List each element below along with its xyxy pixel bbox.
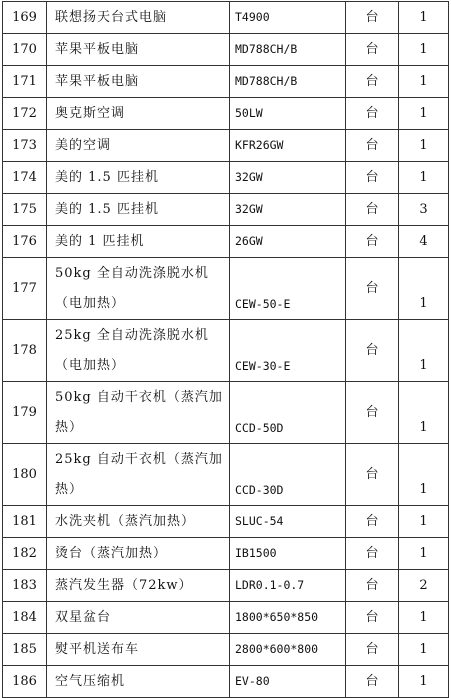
item-name-line-1: 50kg 全自动洗涤脱水机 [55, 265, 209, 281]
row-number: 170 [3, 34, 47, 66]
row-number: 186 [3, 666, 47, 698]
item-name-line-1: 苹果平板电脑 [55, 42, 140, 57]
item-name-line-1: 25kg 自动干衣机（蒸汽加 [55, 451, 223, 467]
item-model: IB1500 [230, 538, 346, 570]
row-number: 173 [3, 130, 47, 162]
item-model: KFR26GW [230, 130, 346, 162]
item-model: T4900 [230, 2, 346, 34]
item-quantity: 4 [399, 226, 449, 258]
row-number: 176 [3, 226, 47, 258]
item-name-line-1: 熨平机送布车 [55, 642, 140, 657]
item-name-line-2: （电加热） [55, 357, 126, 373]
item-unit: 台 [346, 570, 399, 602]
item-unit: 台 [346, 2, 399, 34]
item-name-line-1: 美的 1.5 匹挂机 [55, 202, 159, 217]
item-quantity: 1 [399, 634, 449, 666]
item-name [47, 34, 230, 66]
table-row [3, 634, 449, 666]
item-name [47, 194, 230, 226]
item-model: 26GW [230, 226, 346, 258]
item-quantity: 1 [399, 666, 449, 698]
item-name [47, 538, 230, 570]
item-name-line-1: 双星盆台 [55, 610, 112, 625]
item-quantity: 1 [399, 130, 449, 162]
row-number: 180 [3, 444, 47, 506]
row-number: 183 [3, 570, 47, 602]
item-unit: 台 [346, 66, 399, 98]
table-row [3, 2, 449, 34]
item-model: CEW-50-E [230, 258, 346, 320]
item-name-line-1: 联想扬天台式电脑 [55, 10, 168, 25]
item-quantity: 1 [399, 34, 449, 66]
item-quantity: 1 [399, 258, 449, 320]
item-model: EV-80 [230, 666, 346, 698]
item-name-line-1: 蒸汽发生器（72kw） [55, 578, 193, 593]
table-row [3, 570, 449, 602]
item-model: MD788CH/B [230, 34, 346, 66]
item-name [47, 320, 230, 382]
item-quantity: 1 [399, 602, 449, 634]
item-name-line-1: 奥克斯空调 [55, 106, 126, 121]
item-model: LDR0.1-0.7 [230, 570, 346, 602]
table-row [3, 194, 449, 226]
table-row [3, 66, 449, 98]
table-row [3, 602, 449, 634]
row-number: 175 [3, 194, 47, 226]
item-name-line-1: 水洗夹机（蒸汽加热） [55, 514, 196, 529]
item-model: CCD-30D [230, 444, 346, 506]
equipment-table [2, 1, 449, 698]
table-row [3, 34, 449, 66]
item-name [47, 382, 230, 444]
item-model: SLUC-54 [230, 506, 346, 538]
item-name-line-1: 25kg 全自动洗涤脱水机 [55, 327, 209, 343]
item-name [47, 602, 230, 634]
item-unit: 台 [346, 226, 399, 258]
item-unit: 台 [346, 602, 399, 634]
table-row [3, 506, 449, 538]
item-name [47, 666, 230, 698]
item-model: MD788CH/B [230, 66, 346, 98]
item-name-line-1: 苹果平板电脑 [55, 74, 140, 89]
item-name-line-1: 空气压缩机 [55, 674, 126, 689]
table-row [3, 130, 449, 162]
item-name [47, 634, 230, 666]
item-model: 2800*600*800 [230, 634, 346, 666]
item-name-line-1: 美的 1.5 匹挂机 [55, 170, 159, 185]
item-unit: 台 [346, 98, 399, 130]
item-name [47, 130, 230, 162]
row-number: 169 [3, 2, 47, 34]
item-unit: 台 [346, 382, 399, 444]
item-quantity: 1 [399, 2, 449, 34]
item-unit: 台 [346, 162, 399, 194]
item-name-line-1: 50kg 自动干衣机（蒸汽加 [55, 389, 223, 405]
item-name [47, 506, 230, 538]
item-name [47, 226, 230, 258]
table-row [3, 666, 449, 698]
item-quantity: 1 [399, 506, 449, 538]
table-row [3, 258, 449, 320]
item-unit: 台 [346, 130, 399, 162]
item-name-line-1: 美的 1 匹挂机 [55, 234, 145, 249]
item-unit: 台 [346, 194, 399, 226]
item-model: CEW-30-E [230, 320, 346, 382]
table-row [3, 98, 449, 130]
item-name [47, 98, 230, 130]
item-name-line-1: 美的空调 [55, 138, 112, 153]
item-model: 32GW [230, 162, 346, 194]
row-number: 178 [3, 320, 47, 382]
item-quantity: 1 [399, 98, 449, 130]
row-number: 179 [3, 382, 47, 444]
item-model: 1800*650*850 [230, 602, 346, 634]
item-name [47, 570, 230, 602]
row-number: 177 [3, 258, 47, 320]
item-unit: 台 [346, 34, 399, 66]
item-unit: 台 [346, 444, 399, 506]
row-number: 171 [3, 66, 47, 98]
item-model: 50LW [230, 98, 346, 130]
table-row [3, 382, 449, 444]
row-number: 172 [3, 98, 47, 130]
table-row [3, 538, 449, 570]
item-quantity: 1 [399, 162, 449, 194]
item-name-line-1: 烫台（蒸汽加热） [55, 546, 168, 561]
item-name-line-2: （电加热） [55, 295, 126, 311]
row-number: 181 [3, 506, 47, 538]
item-name-line-2: 热） [55, 481, 84, 497]
item-quantity: 1 [399, 320, 449, 382]
equipment-table-body [3, 2, 449, 698]
item-quantity: 3 [399, 194, 449, 226]
item-name [47, 258, 230, 320]
item-quantity: 1 [399, 382, 449, 444]
row-number: 174 [3, 162, 47, 194]
row-number: 185 [3, 634, 47, 666]
item-unit: 台 [346, 538, 399, 570]
item-unit: 台 [346, 258, 399, 320]
item-quantity: 1 [399, 538, 449, 570]
item-name [47, 66, 230, 98]
row-number: 184 [3, 602, 47, 634]
table-row [3, 162, 449, 194]
item-unit: 台 [346, 634, 399, 666]
item-name [47, 2, 230, 34]
item-name [47, 162, 230, 194]
item-model: 32GW [230, 194, 346, 226]
item-quantity: 2 [399, 570, 449, 602]
item-unit: 台 [346, 320, 399, 382]
item-unit: 台 [346, 666, 399, 698]
table-row [3, 320, 449, 382]
row-number: 182 [3, 538, 47, 570]
item-name-line-2: 热） [55, 419, 84, 435]
item-quantity: 1 [399, 66, 449, 98]
item-unit: 台 [346, 506, 399, 538]
table-row [3, 444, 449, 506]
item-model: CCD-50D [230, 382, 346, 444]
item-name [47, 444, 230, 506]
table-row [3, 226, 449, 258]
item-quantity: 1 [399, 444, 449, 506]
